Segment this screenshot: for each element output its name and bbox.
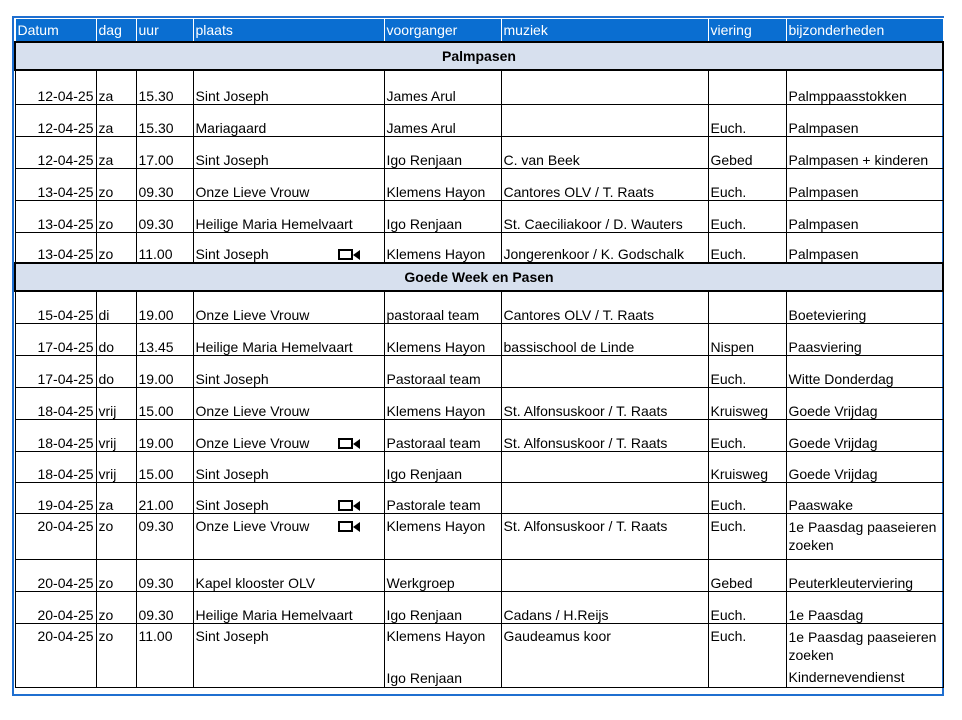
video-camera-icon — [338, 437, 360, 451]
plaats-text: Onze Lieve Vrouw — [195, 183, 310, 200]
cell-datum: 13-04-25 — [15, 200, 96, 232]
table-row — [15, 513, 943, 559]
cell-muziek: C. van Beek — [501, 136, 708, 168]
section-header — [15, 263, 943, 291]
cell-muziek: Gaudeamus koor — [501, 623, 708, 687]
cell-muziek — [501, 70, 708, 104]
cell-datum: 15-04-25 — [15, 291, 96, 323]
plaats-text: Mariagaard — [195, 119, 267, 136]
cell-uur: 15.00 — [136, 387, 193, 419]
bijz-primary: 1e Paasdag paaseieren zoeken — [788, 628, 937, 663]
cell-muziek: St. Caeciliakoor / D. Wauters — [501, 200, 708, 232]
table-row — [15, 482, 943, 513]
cell-muziek — [501, 355, 708, 387]
cell-dag: zo — [96, 200, 136, 232]
cell-dag: zo — [96, 559, 136, 591]
cell-voorganger: Igo Renjaan — [384, 136, 501, 168]
plaats-text: Sint Joseph — [195, 465, 269, 482]
cell-dag: zo — [96, 591, 136, 623]
cell-dag: za — [96, 70, 136, 104]
col-muziek: muziek — [501, 19, 708, 43]
cell-bijz: Palmpasen — [786, 232, 943, 263]
cell-voorganger: James Arul — [384, 104, 501, 136]
cell-uur: 09.30 — [136, 513, 193, 559]
cell-dag: do — [96, 355, 136, 387]
cell-datum: 19-04-25 — [15, 482, 96, 513]
cell-uur: 09.30 — [136, 168, 193, 200]
cell-bijz: Goede Vrijdag — [786, 387, 943, 419]
schedule-table — [14, 18, 944, 688]
col-dag: dag — [96, 19, 136, 43]
cell-datum: 13-04-25 — [15, 232, 96, 263]
cell-plaats — [193, 559, 384, 591]
plaats-text: Sint Joseph — [195, 87, 269, 104]
table-row — [15, 387, 943, 419]
cell-datum: 20-04-25 — [15, 513, 96, 559]
cell-dag: za — [96, 136, 136, 168]
cell-viering: Euch. — [708, 419, 786, 451]
cell-voorganger: Klemens Hayon — [384, 513, 501, 559]
cell-dag: za — [96, 482, 136, 513]
cell-datum: 18-04-25 — [15, 387, 96, 419]
cell-dag: zo — [96, 623, 136, 687]
section-title: Goede Week en Pasen — [15, 263, 943, 291]
table-row — [15, 168, 943, 200]
cell-viering: Euch. — [708, 168, 786, 200]
cell-uur: 09.30 — [136, 200, 193, 232]
cell-muziek: St. Alfonsuskoor / T. Raats — [501, 419, 708, 451]
cell-dag: do — [96, 323, 136, 355]
cell-datum: 17-04-25 — [15, 323, 96, 355]
cell-plaats — [193, 200, 384, 232]
cell-voorganger: Pastoraal team — [384, 355, 501, 387]
cell-muziek: Cantores OLV / T. Raats — [501, 168, 708, 200]
cell-uur: 09.30 — [136, 559, 193, 591]
cell-bijz: 1e Paasdag — [786, 591, 943, 623]
cell-datum: 17-04-25 — [15, 355, 96, 387]
cell-uur: 19.00 — [136, 355, 193, 387]
cell-plaats — [193, 387, 384, 419]
plaats-text: Kapel klooster OLV — [195, 574, 316, 591]
cell-datum: 12-04-25 — [15, 104, 96, 136]
cell-viering — [708, 291, 786, 323]
cell-muziek: St. Alfonsuskoor / T. Raats — [501, 387, 708, 419]
cell-dag: za — [96, 104, 136, 136]
plaats-text: Sint Joseph — [195, 627, 269, 644]
cell-uur: 11.00 — [136, 623, 193, 687]
cell-plaats — [193, 232, 384, 263]
cell-dag: zo — [96, 168, 136, 200]
cell-bijz: Palmpasen — [786, 168, 943, 200]
cell-datum: 12-04-25 — [15, 70, 96, 104]
cell-muziek: Jongerenkoor / K. Godschalk — [501, 232, 708, 263]
cell-bijz: Paaswake — [786, 482, 943, 513]
video-camera-icon — [338, 520, 360, 534]
cell-viering: Euch. — [708, 232, 786, 263]
video-camera-icon — [338, 499, 360, 513]
cell-datum: 13-04-25 — [15, 168, 96, 200]
cell-uur: 09.30 — [136, 591, 193, 623]
table-row — [15, 623, 943, 687]
cell-uur: 19.00 — [136, 419, 193, 451]
cell-viering: Euch. — [708, 104, 786, 136]
cell-bijz: Palmpasen + kinderen — [786, 136, 943, 168]
cell-plaats — [193, 323, 384, 355]
plaats-text: Onze Lieve Vrouw — [195, 517, 310, 534]
cell-bijz: Goede Vrijdag — [786, 419, 943, 451]
cell-viering: Kruisweg — [708, 387, 786, 419]
cell-dag: di — [96, 291, 136, 323]
cell-bijz: Witte Donderdag — [786, 355, 943, 387]
table-row — [15, 451, 943, 482]
cell-bijz: Paasviering — [786, 323, 943, 355]
cell-plaats — [193, 451, 384, 482]
cell-viering: Nispen — [708, 323, 786, 355]
plaats-text: Sint Joseph — [195, 151, 269, 168]
cell-uur: 21.00 — [136, 482, 193, 513]
table-row — [15, 232, 943, 263]
cell-muziek — [501, 482, 708, 513]
cell-uur: 15.00 — [136, 451, 193, 482]
cell-viering: Gebed — [708, 559, 786, 591]
bijz-secondary: Kindernevendienst — [788, 668, 905, 685]
cell-muziek: Cadans / H.Reijs — [501, 591, 708, 623]
cell-bijz: Palmppaasstokken — [786, 70, 943, 104]
section-header — [15, 42, 943, 70]
plaats-text: Sint Joseph — [195, 370, 269, 387]
cell-voorganger: Klemens Hayon — [384, 168, 501, 200]
col-voorganger: voorganger — [384, 19, 501, 43]
cell-voorganger: Klemens Hayon — [384, 323, 501, 355]
cell-bijz — [786, 623, 943, 687]
header-row — [15, 19, 943, 43]
table-row — [15, 136, 943, 168]
cell-plaats — [193, 513, 384, 559]
cell-uur: 15.30 — [136, 104, 193, 136]
section-title: Palmpasen — [15, 42, 943, 70]
cell-plaats — [193, 623, 384, 687]
cell-muziek: Cantores OLV / T. Raats — [501, 291, 708, 323]
table-row — [15, 559, 943, 591]
cell-muziek: St. Alfonsuskoor / T. Raats — [501, 513, 708, 559]
cell-voorganger: Pastorale team — [384, 482, 501, 513]
cell-muziek — [501, 104, 708, 136]
cell-dag: vrij — [96, 451, 136, 482]
cell-plaats — [193, 291, 384, 323]
cell-muziek: bassischool de Linde — [501, 323, 708, 355]
cell-plaats — [193, 355, 384, 387]
table-row — [15, 104, 943, 136]
cell-plaats — [193, 591, 384, 623]
cell-viering: Gebed — [708, 136, 786, 168]
cell-muziek — [501, 559, 708, 591]
cell-viering: Euch. — [708, 355, 786, 387]
schedule-frame — [12, 16, 944, 696]
cell-muziek — [501, 451, 708, 482]
cell-plaats — [193, 168, 384, 200]
cell-uur: 15.30 — [136, 70, 193, 104]
cell-voorganger: Igo Renjaan — [384, 591, 501, 623]
cell-voorganger — [384, 623, 501, 687]
cell-bijz: Peuterkleuterviering — [786, 559, 943, 591]
table-row — [15, 291, 943, 323]
cell-viering: Euch. — [708, 200, 786, 232]
cell-dag: vrij — [96, 419, 136, 451]
plaats-text: Sint Joseph — [195, 496, 269, 513]
cell-voorganger: Igo Renjaan — [384, 200, 501, 232]
cell-voorganger: James Arul — [384, 70, 501, 104]
col-bijzonderheden: bijzonderheden — [786, 19, 943, 43]
cell-voorganger: Igo Renjaan — [384, 451, 501, 482]
cell-plaats — [193, 70, 384, 104]
cell-datum: 12-04-25 — [15, 136, 96, 168]
table-row — [15, 200, 943, 232]
cell-bijz: Goede Vrijdag — [786, 451, 943, 482]
plaats-text: Onze Lieve Vrouw — [195, 434, 310, 451]
cell-dag: zo — [96, 232, 136, 263]
cell-datum: 20-04-25 — [15, 559, 96, 591]
table-row — [15, 323, 943, 355]
cell-bijz: Palmpasen — [786, 200, 943, 232]
table-row — [15, 70, 943, 104]
cell-dag: vrij — [96, 387, 136, 419]
cell-viering: Euch. — [708, 513, 786, 559]
plaats-text: Heilige Maria Hemelvaart — [195, 338, 353, 355]
col-plaats: plaats — [193, 19, 384, 43]
table-row — [15, 419, 943, 451]
voorganger-secondary: Igo Renjaan — [386, 669, 463, 686]
cell-uur: 17.00 — [136, 136, 193, 168]
cell-viering — [708, 70, 786, 104]
cell-plaats — [193, 104, 384, 136]
cell-uur: 13.45 — [136, 323, 193, 355]
voorganger-primary: Klemens Hayon — [386, 627, 486, 644]
cell-datum: 18-04-25 — [15, 419, 96, 451]
plaats-text: Sint Joseph — [195, 246, 269, 262]
cell-datum: 18-04-25 — [15, 451, 96, 482]
cell-viering: Kruisweg — [708, 451, 786, 482]
cell-dag: zo — [96, 513, 136, 559]
video-camera-icon — [338, 248, 360, 262]
cell-voorganger: Werkgroep — [384, 559, 501, 591]
table-row — [15, 591, 943, 623]
cell-bijz: Palmpasen — [786, 104, 943, 136]
schedule-body — [15, 42, 943, 687]
cell-plaats — [193, 419, 384, 451]
cell-voorganger: pastoraal team — [384, 291, 501, 323]
cell-bijz: 1e Paasdag paaseieren zoeken — [786, 513, 943, 559]
plaats-text: Heilige Maria Hemelvaart — [195, 215, 353, 232]
cell-viering: Euch. — [708, 482, 786, 513]
cell-datum: 20-04-25 — [15, 623, 96, 687]
plaats-text: Heilige Maria Hemelvaart — [195, 606, 353, 623]
col-viering: viering — [708, 19, 786, 43]
col-uur: uur — [136, 19, 193, 43]
cell-uur: 11.00 — [136, 232, 193, 263]
cell-uur: 19.00 — [136, 291, 193, 323]
cell-bijz: Boeteviering — [786, 291, 943, 323]
cell-datum: 20-04-25 — [15, 591, 96, 623]
cell-viering: Euch. — [708, 623, 786, 687]
cell-voorganger: Klemens Hayon — [384, 387, 501, 419]
cell-voorganger: Pastoraal team — [384, 419, 501, 451]
plaats-text: Onze Lieve Vrouw — [195, 402, 310, 419]
cell-voorganger: Klemens Hayon — [384, 232, 501, 263]
cell-viering: Euch. — [708, 591, 786, 623]
cell-plaats — [193, 482, 384, 513]
cell-plaats — [193, 136, 384, 168]
col-datum: Datum — [15, 19, 96, 43]
plaats-text: Onze Lieve Vrouw — [195, 306, 310, 323]
table-row — [15, 355, 943, 387]
